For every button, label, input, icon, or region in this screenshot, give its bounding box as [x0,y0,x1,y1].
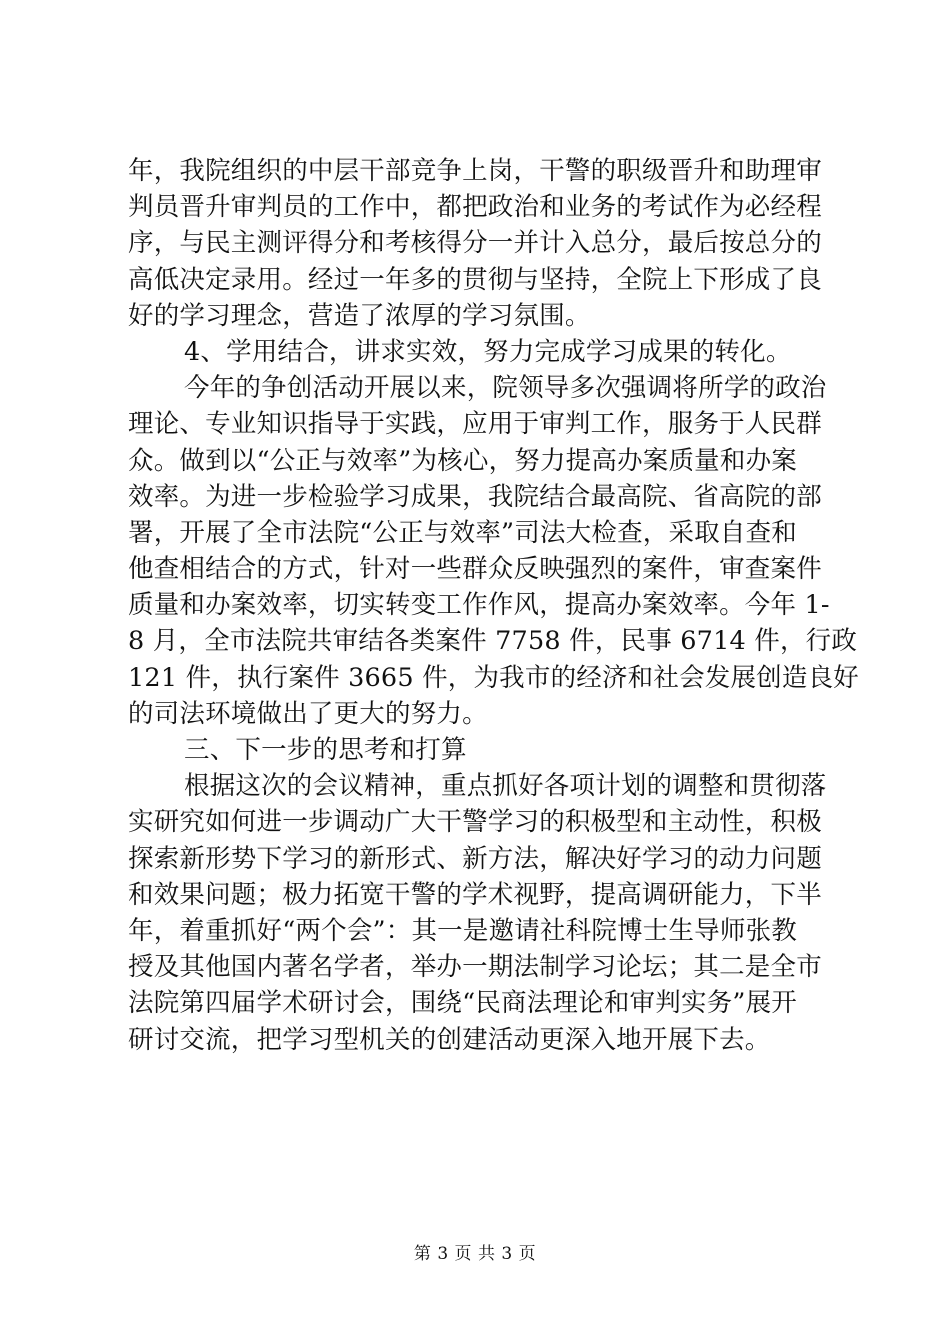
text-line: 判员晋升审判员的工作中，都把政治和业务的考试作为必经程 [128,192,822,223]
text-line: 好的学习理念，营造了浓厚的学习氛围。 [128,300,591,331]
text-line: 实研究如何进一步调动广大干警学习的积极型和主动性，积极 [128,807,822,838]
text-line: 和效果问题；极力拓宽干警的学术视野，提高调研能力，下半 [128,879,822,910]
text-line: 探索新形势下学习的新形式、新方法，解决好学习的动力问题 [128,843,822,874]
section-heading-3: 三、下一步的思考和打算 [184,735,467,765]
section-heading-4: 4、学用结合，讲求实效，努力完成学习成果的转化。 [184,336,792,367]
text-line: 序，与民主测评得分和考核得分一并计入总分，最后按总分的 [128,228,822,259]
text-line: 效率。为进一步检验学习成果，我院结合最高院、省高院的部 [128,481,822,512]
text-line: 高低决定录用。经过一年多的贯彻与坚持，全院上下形成了良 [128,264,822,295]
text-line: 授及其他国内著名学者，举办一期法制学习论坛；其二是全市 [128,952,822,983]
text-line: 质量和办案效率，切实转变工作作风，提高办案效率。今年 1- [128,590,830,621]
text-line: 根据这次的会议精神，重点抓好各项计划的调整和贯彻落 [184,771,827,802]
page-footer [0,1243,950,1265]
text-line: 年，我院组织的中层干部竞争上岗，干警的职级晋升和助理审 [128,156,822,186]
text-line: 8 月，全市法院共审结各类案件 7758 件，民事 6714 件，行政 [128,626,858,657]
page-number-label: 第 3 页 共 3 页 [413,1244,537,1264]
text-line: 的司法环境做出了更大的努力。 [128,698,488,729]
text-line: 署，开展了全市法院“公正与效率”司法大检查，采取自查和 [128,517,797,548]
text-line: 研讨交流，把学习型机关的创建活动更深入地开展下去。 [128,1024,771,1055]
text-line: 理论、专业知识指导于实践，应用于审判工作，服务于人民群 [128,409,822,440]
text-line: 众。做到以“公正与效率”为核心，努力提高办案质量和办案 [128,445,797,476]
text-line: 他查相结合的方式，针对一些群众反映强烈的案件，审查案件 [128,554,822,585]
text-line: 今年的争创活动开展以来，院领导多次强调将所学的政治 [184,373,827,404]
text-line: 法院第四届学术研讨会，围绕“民商法理论和审判实务”展开 [128,988,797,1019]
body-text [128,153,859,1058]
text-line: 121 件，执行案件 3665 件，为我市的经济和社会发展创造良好 [128,662,859,693]
text-line: 年，着重抓好“两个会”：其一是邀请社科院博士生导师张教 [128,915,797,946]
